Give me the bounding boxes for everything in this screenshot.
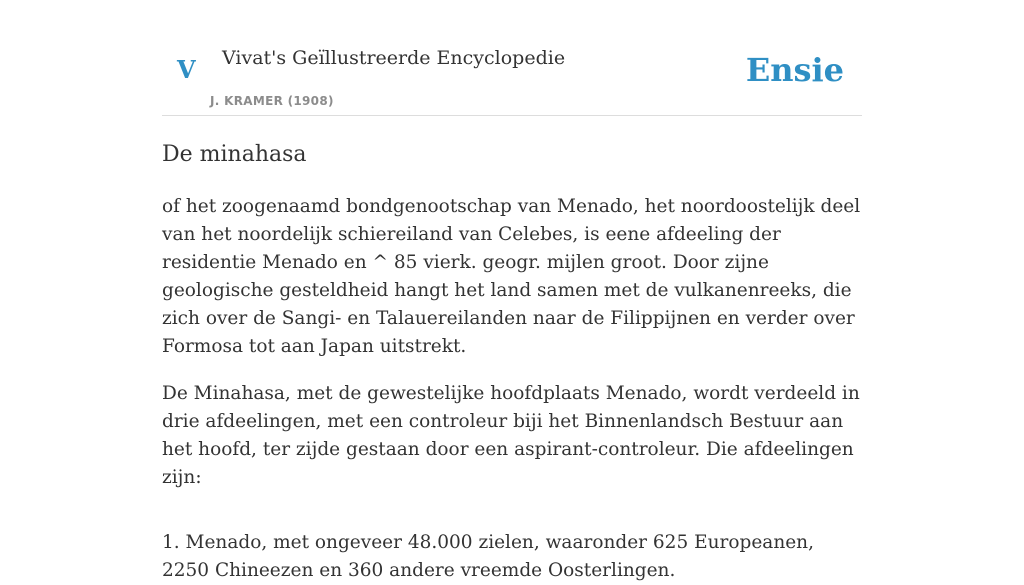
article-paragraph: of het zoogenaamd bondgenootschap van Menado, het noordoostelijk deel van het noordelijk schiereiland van Celebes, is eene afdeeling der residentie Menado en ^ 85 vierk. geogr. mijlen groot. Door zijne geologische gesteldheid hangt het land samen met de vulkanenreeks, die zich over de Sangi- en Talauereilanden naar de Filippijnen en verder over Formosa tot aan Japan uitstrekt. <box>162 196 861 357</box>
book-title[interactable]: Vivat's Geïllustreerde Encyclopedie <box>222 47 566 69</box>
article-paragraph: 1. Menado, met ongeveer 48.000 zielen, waaronder 625 Europeanen, 2250 Chineezen en 360 andere vreemde Oosterlingen. <box>162 532 814 581</box>
ensie-logo[interactable]: Ensie <box>745 51 844 89</box>
article-paragraph: De Minahasa, met de gewestelijke hoofdplaats Menado, wordt verdeeld in drie afdeelingen, met een controleur biji het Binnenlandsch Bestuur aan het hoofd, ter zijde gestaan door een aspirant-controleur. Die afdeelingen zijn: <box>162 383 860 488</box>
book-header <box>162 44 862 116</box>
article-title: De minahasa <box>162 142 307 167</box>
page <box>162 0 862 585</box>
book-author: J. KRAMER (1908) <box>210 94 334 108</box>
article-body <box>162 169 862 585</box>
book-logo[interactable]: V <box>177 55 196 84</box>
